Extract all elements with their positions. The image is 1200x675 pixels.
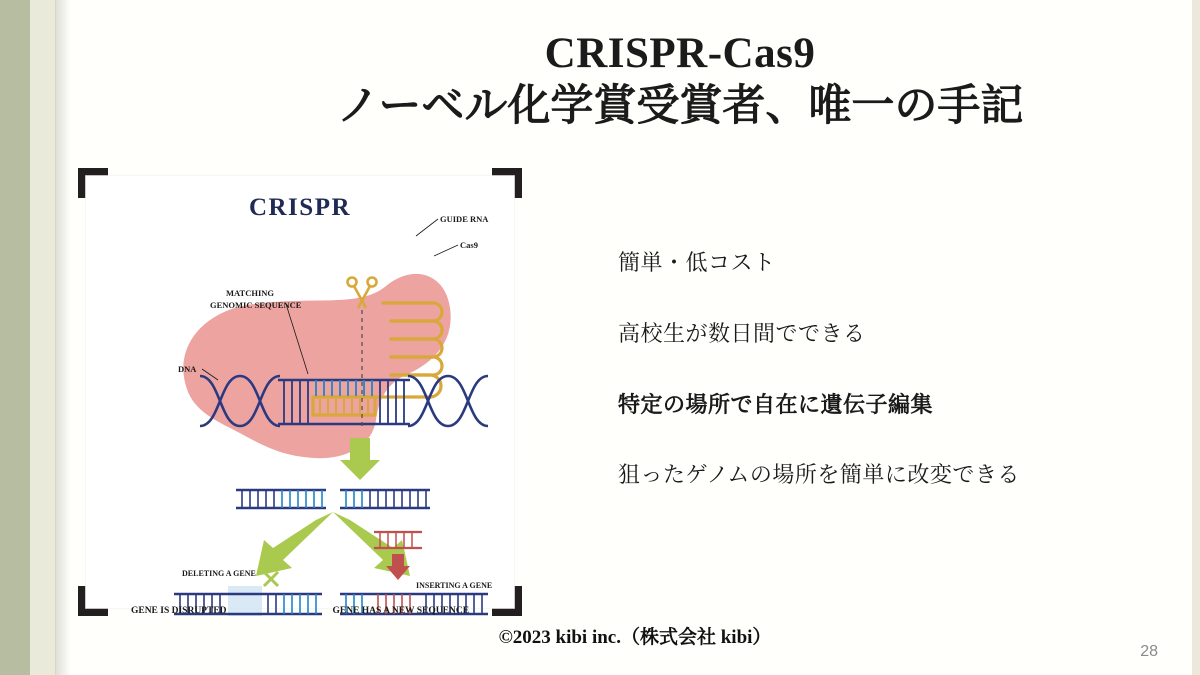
caption-gene-is-disrupted: GENE IS DISRUPTED	[130, 606, 227, 616]
title-primary: CRISPR-Cas9	[544, 30, 816, 77]
bullet-item-3: 特定の場所で自在に遺伝子編集	[618, 391, 934, 417]
notebook-page-shadow	[56, 0, 70, 675]
label-cas9: Cas9	[460, 240, 478, 250]
figure-title: CRISPR	[248, 194, 352, 221]
copyright-notice: ©2023 kibi inc.（株式会社 kibi）	[498, 627, 772, 648]
label-guide-rna: GUIDE RNA	[440, 214, 489, 224]
label-dna: DNA	[178, 364, 197, 374]
dna-helix-right	[408, 376, 488, 426]
page-title	[200, 30, 1160, 134]
label-inserting-a-gene: INSERTING A GENE	[416, 581, 493, 590]
arrow-branch-left	[256, 512, 333, 576]
crispr-figure	[78, 168, 522, 616]
page-number: 28	[1140, 643, 1158, 660]
figure-captions	[78, 606, 522, 616]
caption-gene-has-new-sequence: GENE HAS A NEW SEQUENCE	[332, 606, 470, 616]
label-deleting-a-gene: DELETING A GENE	[182, 569, 256, 578]
notebook-right-edge	[1192, 0, 1200, 675]
cut-fragment-right	[340, 490, 430, 508]
guide-rna-pairing-ticks	[320, 399, 368, 413]
crispr-diagram-svg	[78, 168, 522, 616]
label-matching-line1: MATCHING	[226, 288, 275, 298]
notebook-inner-edge	[30, 0, 56, 675]
gene-deleted-x-icon	[264, 572, 278, 586]
title-secondary: ノーベル化学賞受賞者、唯一の手記	[336, 82, 1024, 131]
bullet-list	[618, 248, 1158, 491]
bullet-item-1: 簡単・低コスト	[618, 250, 776, 275]
cut-fragment-left	[236, 490, 326, 508]
label-matching-line2: GENOMIC SEQUENCE	[210, 300, 302, 310]
bullet-item-4: 狙ったゲノムの場所を簡単に改変できる	[618, 462, 1020, 488]
bullet-item-2: 高校生が数日間でできる	[618, 320, 866, 346]
